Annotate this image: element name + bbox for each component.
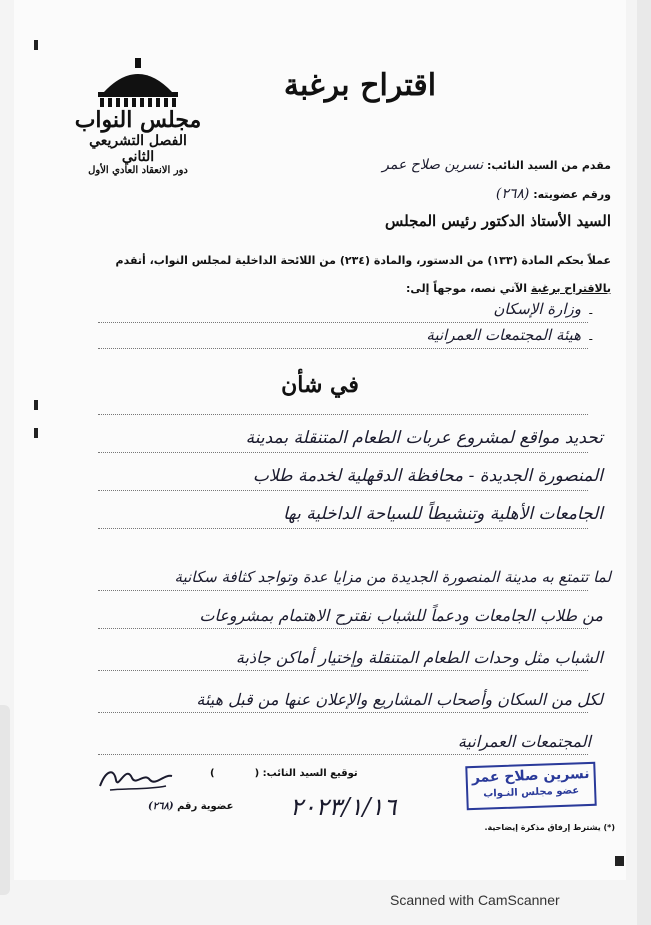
addressee: السيد الأستاذ الدكتور رئيس المجلس xyxy=(385,212,611,230)
logo-line-3: دور الانعقاد العادي الأول xyxy=(88,165,188,177)
dotted-line xyxy=(98,590,588,591)
punch-mark xyxy=(34,428,38,438)
document-title: اقتراح برغبة xyxy=(283,68,437,103)
dotted-line xyxy=(98,712,588,713)
dotted-line xyxy=(98,490,588,491)
stamp-name: نسرين صلاح عمر xyxy=(471,765,590,787)
submitted-by-label: مقدم من السيد النائب: xyxy=(487,159,611,172)
member-number: عضوية رقم (٢٦٨) xyxy=(148,801,234,812)
logo-line-1: مجلس النواب xyxy=(74,107,202,133)
dotted-line xyxy=(98,414,588,415)
signature-label: توقيع السيد النائب: () xyxy=(210,768,358,779)
handwritten-signature xyxy=(96,760,176,794)
stamp-role: عضو مجلس النـواب xyxy=(483,785,580,800)
justification-line-4: لكل من السكان وأصحاب المشاريع والإعلان عنها من قبل هيئة xyxy=(196,690,603,709)
submitted-by-value: نسرين صلاح عمر xyxy=(382,157,484,173)
proposal-intro-underlined: بالاقتراح برغبة xyxy=(530,282,611,295)
subject-line-1: تحديد مواقع لمشروع عربات الطعام المتنقلة بمدينة xyxy=(245,428,603,448)
dotted-line xyxy=(98,670,588,671)
footnote: (*) يشترط إرفاق مذكرة إيضاحية. xyxy=(484,823,615,832)
dome-icon xyxy=(90,58,186,108)
scan-right-edge xyxy=(637,0,651,925)
scan-left-edge xyxy=(0,705,10,895)
dotted-line xyxy=(98,528,588,529)
justification-line-2: من طلاب الجامعات ودعماً للشباب نقترح الاهتمام بمشروعات xyxy=(199,606,603,625)
subject-line-3: الجامعات الأهلية وتنشيطاً للسياحة الداخلية بها xyxy=(283,504,603,524)
justification-line-5: المجتمعات العمرانية xyxy=(457,732,591,751)
punch-mark xyxy=(34,400,38,410)
justification-line-3: الشباب مثل وحدات الطعام المتنقلة وإختيار أماكن جاذبة xyxy=(235,648,603,667)
corner-mark xyxy=(615,856,624,866)
proposal-intro xyxy=(406,282,611,295)
submission-date: ٢٠٢٣/١/١٦ xyxy=(290,793,397,821)
subject-line-2: المنصورة الجديدة - محافظة الدقهلية لخدمة طلاب xyxy=(252,466,603,486)
bullet: - xyxy=(588,306,593,320)
punch-mark xyxy=(34,40,38,50)
membership-label: ورقم عضويته: xyxy=(533,188,611,201)
dotted-line xyxy=(98,754,588,755)
parliament-logo xyxy=(74,58,202,198)
recipient-1: وزارة الإسكان xyxy=(493,300,581,318)
bullet: - xyxy=(588,332,593,346)
subject-heading: في شأن xyxy=(281,372,359,398)
dotted-line xyxy=(98,628,588,629)
scanner-watermark: Scanned with CamScanner xyxy=(390,892,560,908)
dotted-line xyxy=(98,348,588,349)
justification-line-1: لما تتمتع به مدينة المنصورة الجديدة من مزايا عدة وتواجد كثافة سكانية xyxy=(174,568,611,586)
preamble: عملاً بحكم المادة (١٣٣) من الدستور، والمادة (٢٣٤) من اللائحة الداخلية لمجلس النواب، أتقدم xyxy=(115,254,611,267)
membership-value: (٢٦٨) xyxy=(495,186,530,202)
proposal-intro-rest: الآتي نصه، موجهاً إلى: xyxy=(406,282,527,295)
submitted-by-field xyxy=(382,157,611,173)
recipient-2: هيئة المجتمعات العمرانية xyxy=(426,326,581,344)
dotted-line xyxy=(98,322,588,323)
dotted-line xyxy=(98,452,588,453)
member-stamp xyxy=(465,762,596,811)
logo-line-2: الفصل التشريعي الثاني xyxy=(89,133,187,166)
membership-field xyxy=(496,186,611,202)
